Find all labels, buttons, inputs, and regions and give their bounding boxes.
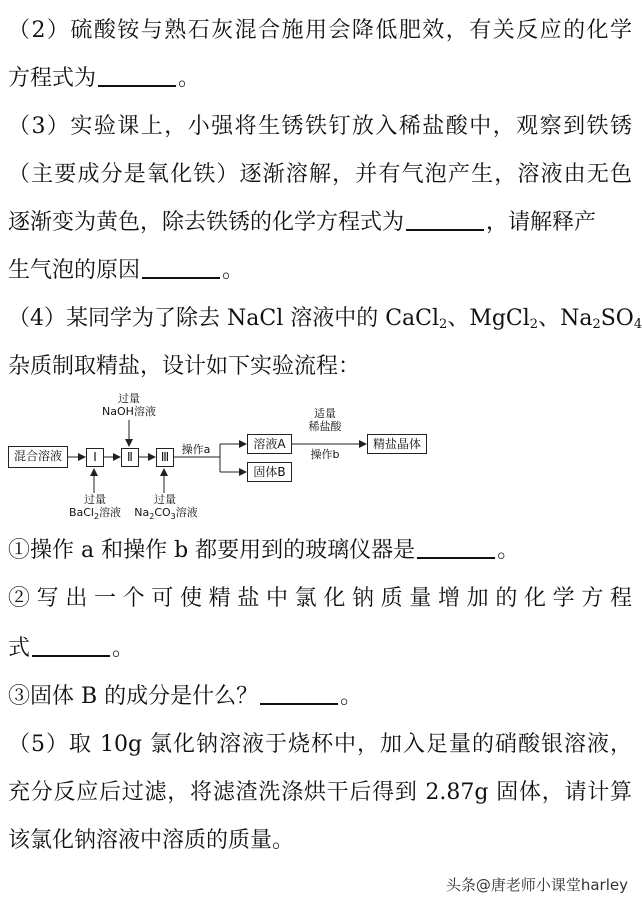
- q4-line1: [8, 304, 642, 334]
- q4-text: SO: [600, 306, 634, 331]
- subscript: 2: [93, 512, 100, 521]
- q5-line3: 该氯化钠溶液中溶质的质量。: [8, 828, 295, 853]
- label-text: BaCl: [68, 506, 94, 519]
- mixed-solution-box: 混合溶液: [8, 446, 68, 468]
- q4-text: （4）某同学为了除去 NaCl 溶液中的 CaCl: [8, 306, 440, 331]
- label-text: 溶液: [175, 506, 198, 519]
- step-2-box: Ⅱ: [121, 448, 139, 467]
- subscript: 2: [592, 317, 601, 332]
- q3-line1: （3）实验课上，小强将生锈铁钉放入稀盐酸中，观察到铁锈: [8, 114, 632, 139]
- punct: 。: [112, 636, 135, 661]
- q4-sub1: [8, 536, 632, 566]
- punct: 。: [340, 684, 363, 709]
- q5-line2: 充分反应后过滤，将滤渣洗涤烘干后得到 2.87g 固体，请计算: [8, 780, 632, 805]
- q4-text: 、MgCl: [447, 306, 530, 331]
- q3-text: 生气泡的原因: [8, 258, 141, 283]
- label-text: Na: [134, 506, 150, 519]
- na2co3-label-bottom: [130, 506, 202, 520]
- step-1-box: Ⅰ: [86, 448, 104, 467]
- naoh-label-bottom: NaOH溶液: [102, 405, 156, 418]
- hcl-label-mid: 稀盐酸: [308, 420, 342, 433]
- answer-blank[interactable]: [32, 635, 110, 657]
- watermark: 头条@唐老师小课堂harley: [445, 876, 628, 894]
- solid-b-box: 固体B: [247, 462, 292, 482]
- bacl2-label-bottom: [62, 506, 128, 520]
- experiment-flowchart: [0, 390, 640, 525]
- answer-blank[interactable]: [260, 683, 338, 705]
- q3-line2: （主要成分是氧化铁）逐渐溶解，并有气泡产生，溶液由无色: [8, 162, 632, 187]
- subscript: 2: [149, 512, 155, 521]
- bacl2-label-top: 过量: [84, 493, 106, 506]
- q4-sub3: [8, 682, 632, 712]
- q2-line2: [8, 64, 632, 94]
- subscript: 4: [633, 317, 642, 332]
- operation-b-label: 操作b: [310, 448, 340, 461]
- naoh-label-top: 过量: [118, 392, 140, 405]
- answer-blank[interactable]: [98, 65, 176, 87]
- answer-blank[interactable]: [417, 537, 495, 559]
- punct: 。: [222, 258, 245, 283]
- operation-a-label: 操作a: [181, 443, 211, 456]
- q4-text: ①操作 a 和操作 b 都要用到的玻璃仪器是: [8, 538, 416, 563]
- subscript: 3: [170, 512, 176, 521]
- label-text: CO: [154, 506, 171, 519]
- q3-line4: [8, 256, 632, 286]
- q4-text: 式: [8, 636, 31, 661]
- label-text: 溶液: [99, 506, 122, 519]
- answer-blank[interactable]: [406, 209, 484, 231]
- q3-text: ，请解释产: [486, 210, 597, 235]
- q3-text: 逐渐变为黄色，除去铁锈的化学方程式为: [8, 210, 405, 235]
- q4-sub2-line2: [8, 634, 632, 664]
- na2co3-label-top: 过量: [154, 493, 176, 506]
- q4-sub2-line1: ②写出一个可使精盐中氯化钠质量增加的化学方程: [8, 586, 632, 611]
- hcl-label-top: 适量: [314, 407, 336, 420]
- q2-label: 方程式为: [8, 66, 97, 91]
- q3-line3: [8, 208, 632, 238]
- step-3-box: Ⅲ: [156, 448, 174, 467]
- q5-line1: （5）取 10g 氯化钠溶液于烧杯中，加入足量的硝酸银溶液，: [8, 732, 632, 757]
- refined-salt-box: 精盐晶体: [367, 434, 427, 454]
- subscript: 2: [529, 317, 539, 332]
- q2-line1: （2）硫酸铵与熟石灰混合施用会降低肥效，有关反应的化学: [8, 18, 632, 43]
- solution-a-box: 溶液A: [247, 434, 292, 454]
- q4-text: ③固体 B 的成分是什么？: [8, 684, 259, 709]
- subscript: 2: [439, 317, 448, 332]
- answer-blank[interactable]: [142, 257, 220, 279]
- punct: 。: [497, 538, 520, 563]
- q4-line2: 杂质制取精盐，设计如下实验流程：: [8, 354, 361, 379]
- q4-text: 、Na: [538, 306, 593, 331]
- punct: 。: [178, 66, 201, 91]
